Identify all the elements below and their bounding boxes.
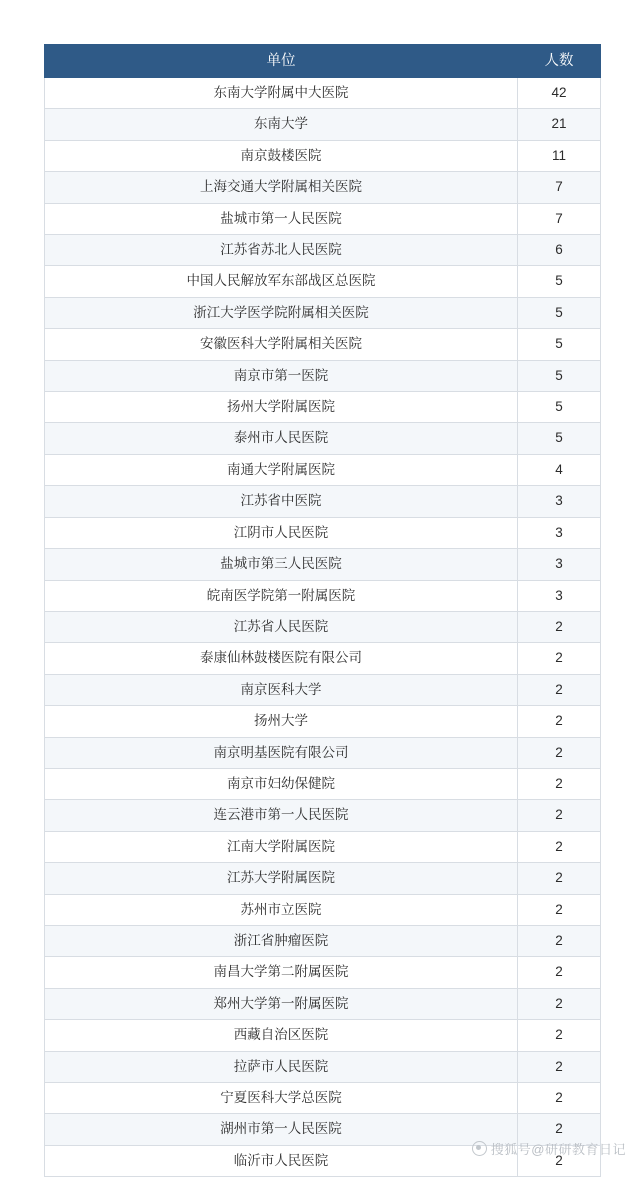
cell-unit: 皖南医学院第一附属医院 [45, 580, 518, 611]
table-body [45, 78, 601, 1177]
cell-count: 2 [518, 643, 601, 674]
table-row [45, 172, 601, 203]
cell-unit: 拉萨市人民医院 [45, 1051, 518, 1082]
table-row [45, 643, 601, 674]
table-row [45, 329, 601, 360]
table-row [45, 454, 601, 485]
column-header-unit: 单位 [45, 45, 518, 78]
unit-headcount-table-container [44, 44, 598, 1177]
table-header-row [45, 45, 601, 78]
cell-unit: 江苏省中医院 [45, 486, 518, 517]
table-row [45, 737, 601, 768]
cell-count: 2 [518, 957, 601, 988]
cell-count: 2 [518, 894, 601, 925]
cell-unit: 泰康仙林鼓楼医院有限公司 [45, 643, 518, 674]
cell-count: 2 [518, 831, 601, 862]
cell-unit: 宁夏医科大学总医院 [45, 1083, 518, 1114]
table-row [45, 109, 601, 140]
cell-count: 5 [518, 266, 601, 297]
cell-count: 2 [518, 1020, 601, 1051]
cell-count: 2 [518, 768, 601, 799]
cell-unit: 连云港市第一人民医院 [45, 800, 518, 831]
cell-count: 7 [518, 172, 601, 203]
table-row [45, 957, 601, 988]
cell-count: 5 [518, 392, 601, 423]
table-row [45, 611, 601, 642]
cell-unit: 安徽医科大学附属相关医院 [45, 329, 518, 360]
table-row [45, 674, 601, 705]
table-row [45, 392, 601, 423]
column-header-count: 人数 [518, 45, 601, 78]
sohu-logo-icon [472, 1141, 487, 1156]
watermark [472, 1139, 626, 1158]
cell-unit: 浙江大学医学院附属相关医院 [45, 297, 518, 328]
cell-unit: 江苏省人民医院 [45, 611, 518, 642]
cell-unit: 湖州市第一人民医院 [45, 1114, 518, 1145]
cell-unit: 江苏省苏北人民医院 [45, 235, 518, 266]
table-row [45, 988, 601, 1019]
cell-count: 5 [518, 329, 601, 360]
cell-count: 2 [518, 988, 601, 1019]
cell-count: 2 [518, 737, 601, 768]
table-row [45, 140, 601, 171]
cell-count: 21 [518, 109, 601, 140]
table-row [45, 360, 601, 391]
table-row [45, 706, 601, 737]
table-row [45, 925, 601, 956]
table-row [45, 203, 601, 234]
table-row [45, 1083, 601, 1114]
cell-count: 2 [518, 800, 601, 831]
cell-unit: 江阴市人民医院 [45, 517, 518, 548]
cell-count: 5 [518, 360, 601, 391]
watermark-text: 搜狐号@研研教育日记 [490, 1142, 626, 1157]
table-row [45, 78, 601, 109]
cell-count: 5 [518, 297, 601, 328]
cell-count: 2 [518, 863, 601, 894]
table-row [45, 235, 601, 266]
cell-unit: 临沂市人民医院 [45, 1145, 518, 1176]
cell-count: 2 [518, 1051, 601, 1082]
cell-count: 7 [518, 203, 601, 234]
table-row [45, 1051, 601, 1082]
table-row [45, 486, 601, 517]
cell-count: 11 [518, 140, 601, 171]
cell-unit: 西藏自治区医院 [45, 1020, 518, 1051]
table-row [45, 423, 601, 454]
table-row [45, 863, 601, 894]
cell-unit: 扬州大学附属医院 [45, 392, 518, 423]
cell-count: 3 [518, 486, 601, 517]
cell-count: 3 [518, 517, 601, 548]
cell-count: 2 [518, 611, 601, 642]
cell-unit: 泰州市人民医院 [45, 423, 518, 454]
cell-count: 2 [518, 674, 601, 705]
table-header [45, 45, 601, 78]
cell-unit: 盐城市第一人民医院 [45, 203, 518, 234]
cell-count: 2 [518, 706, 601, 737]
cell-unit: 中国人民解放军东部战区总医院 [45, 266, 518, 297]
cell-count: 2 [518, 1145, 601, 1176]
unit-headcount-table [44, 44, 601, 1177]
cell-unit: 南京市妇幼保健院 [45, 768, 518, 799]
table-row [45, 1020, 601, 1051]
cell-count: 6 [518, 235, 601, 266]
cell-unit: 上海交通大学附属相关医院 [45, 172, 518, 203]
cell-unit: 南京市第一医院 [45, 360, 518, 391]
cell-count: 2 [518, 925, 601, 956]
cell-unit: 浙江省肿瘤医院 [45, 925, 518, 956]
table-row [45, 297, 601, 328]
cell-unit: 东南大学 [45, 109, 518, 140]
table-row [45, 800, 601, 831]
cell-count: 42 [518, 78, 601, 109]
cell-unit: 江苏大学附属医院 [45, 863, 518, 894]
table-row [45, 768, 601, 799]
cell-count: 5 [518, 423, 601, 454]
cell-unit: 南通大学附属医院 [45, 454, 518, 485]
cell-unit: 江南大学附属医院 [45, 831, 518, 862]
cell-unit: 南京医科大学 [45, 674, 518, 705]
cell-count: 4 [518, 454, 601, 485]
cell-count: 2 [518, 1114, 601, 1145]
table-row [45, 831, 601, 862]
table-row [45, 894, 601, 925]
cell-count: 2 [518, 1083, 601, 1114]
table-row [45, 549, 601, 580]
cell-count: 3 [518, 549, 601, 580]
table-row [45, 266, 601, 297]
cell-unit: 南京鼓楼医院 [45, 140, 518, 171]
cell-unit: 南昌大学第二附属医院 [45, 957, 518, 988]
cell-unit: 盐城市第三人民医院 [45, 549, 518, 580]
table-row [45, 580, 601, 611]
cell-unit: 郑州大学第一附属医院 [45, 988, 518, 1019]
table-row [45, 517, 601, 548]
cell-unit: 苏州市立医院 [45, 894, 518, 925]
cell-unit: 南京明基医院有限公司 [45, 737, 518, 768]
cell-count: 3 [518, 580, 601, 611]
cell-unit: 扬州大学 [45, 706, 518, 737]
cell-unit: 东南大学附属中大医院 [45, 78, 518, 109]
